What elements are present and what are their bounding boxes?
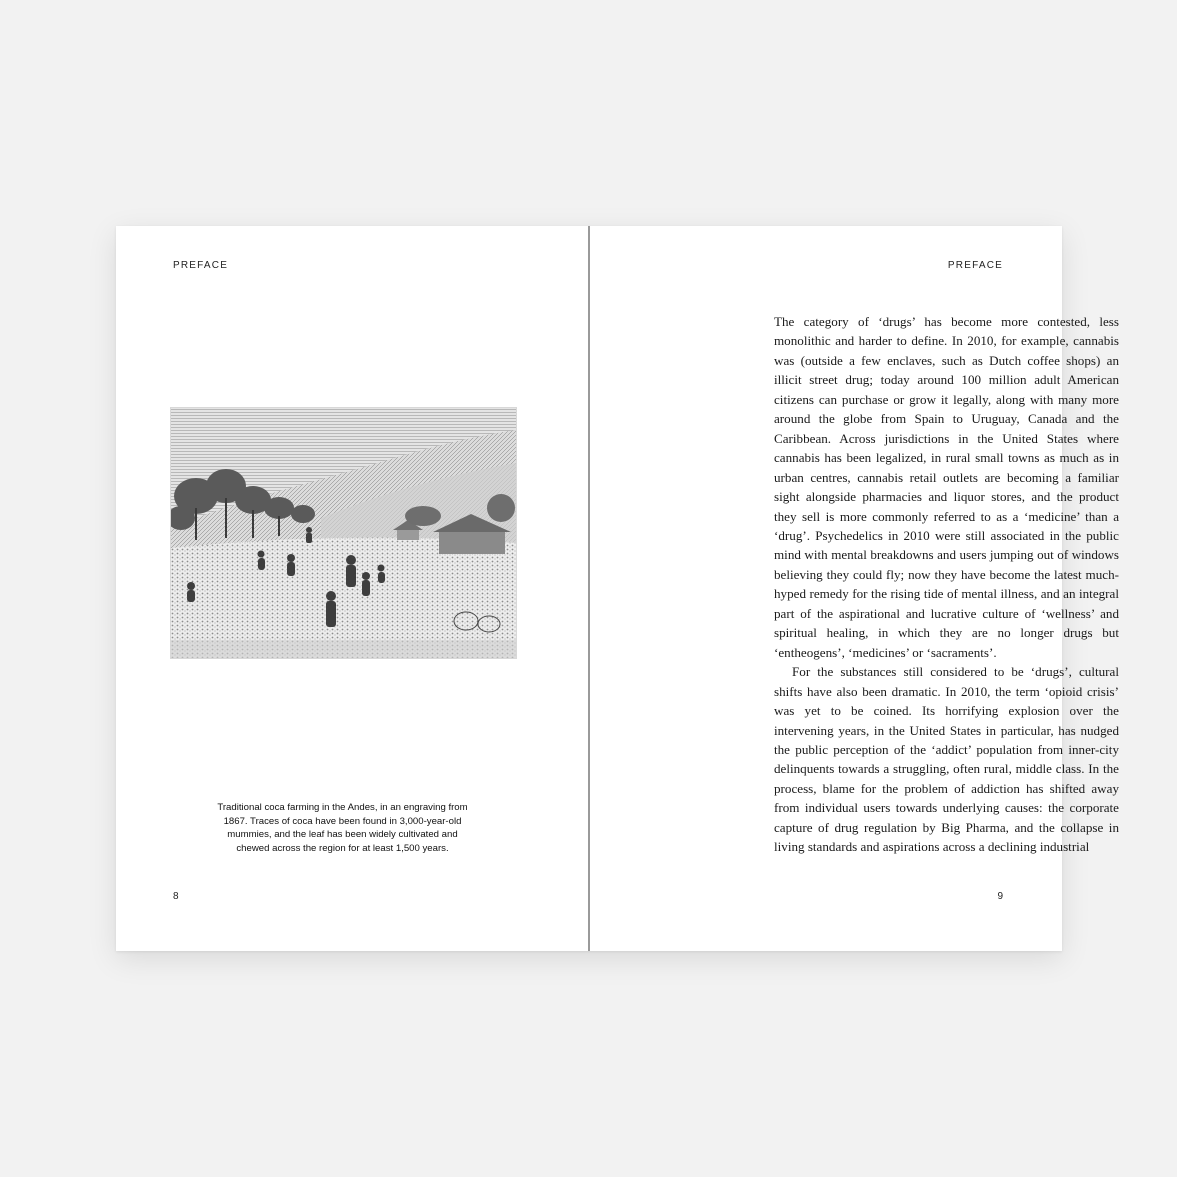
running-head-right: PREFACE [947,260,1003,271]
book-spread [116,226,1119,951]
figure-caption: Traditional coca farming in the Andes, in an engraving from 1867. Traces of coca have been found in 3,000-year-old mummies, and the leaf has been widely cultivated and chewed across the region for at least 1,500 years. [217,802,468,854]
engraving-illustration [170,407,517,659]
page-number-left: 8 [173,891,179,902]
left-page [116,226,588,951]
page-number-right: 9 [997,891,1003,902]
paragraph: For the substances still considered to be ‘drugs’, cultural shifts have also been dramatic. In 2010, the term ‘opioid crisis’ was yet to be coined. Its horrifying explosion over the intervening years, in the United States in particular, has nudged the public perception of the ‘addict’ population from inner-city delinquents towards a struggling, often rural, middle class. In the process, blame for the problem of addiction has shifted away from individual users towards underlying causes: the corporate capture of drug regulation by Big Pharma, and the collapse in living standards and aspirations across a declining industrial [774,664,1119,855]
running-head-left: PREFACE [173,260,229,271]
paragraph: The category of ‘drugs’ has become more contested, less monolithic and harder to define. In 2010, for example, cannabis was (outside a few enclaves, such as Dutch coffee shops) an illicit street drug; today around 100 million adult American citizens can purchase or grow it legally, along with many more around the globe from Spain to Uruguay, Canada and the Caribbean. Across jurisdictions in the United States where cannabis has been legalized, in rural small towns as much as in urban centres, cannabis retail outlets are becoming a familiar sight alongside pharmacies and liquor stores, and the product they sell is more commonly referred to as a ‘medicine’ than a ‘drug’. Psychedelics in 2010 were still associated in the public mind with mental breakdowns and users jumping out of windows believing they could fly; now they have become the latest much-hyped remedy for the rising tide of mental illness, and an integral part of the aspirational and lucrative culture of ‘wellness’ and spiritual healing, in which they are no longer drugs but ‘entheogens’, ‘medicines’ or ‘sacraments’. [774,314,1119,660]
body-text [774,312,1119,857]
right-page [590,226,1119,951]
